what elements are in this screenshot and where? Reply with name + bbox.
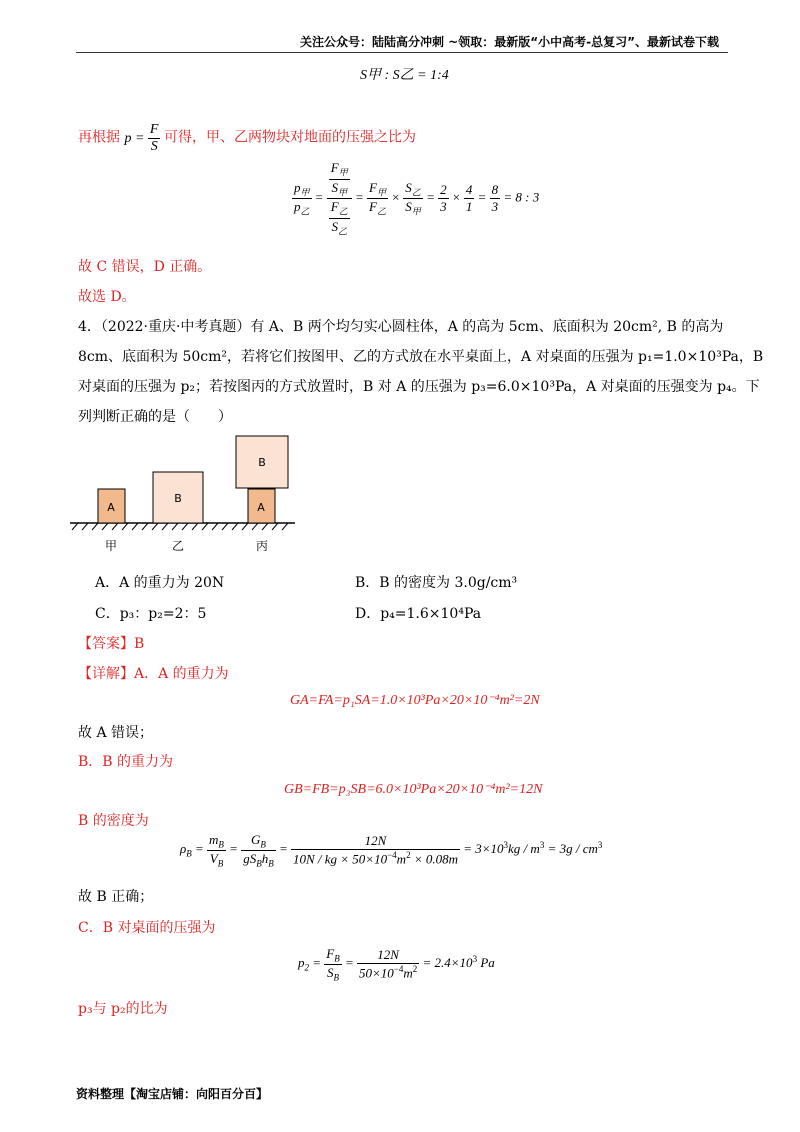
pressure-ratio-equation: $\frac{p_甲}{p_乙}$ = $\frac{\frac{F_甲}{S_甲}}{\frac{F_乙}{S_乙}}$ = $\frac{F_甲}{F_乙}$ × $\frac{S_乙}{S_甲}$ = $\frac{2}{3}$ × $\frac{4}{1}$ = $\frac{8}{3}$ = 8 : 3 <box>294 160 540 237</box>
a-wrong: 故 A 错误； <box>78 725 154 741</box>
block-a-jia-label: A <box>107 501 115 514</box>
block-b-bing-label: B <box>258 456 266 469</box>
block-b-yi-label: B <box>174 492 182 505</box>
header-rule <box>76 52 728 53</box>
question-line-4: 列判断正确的是（ ） <box>78 409 232 425</box>
b-density: B 的密度为 <box>78 813 149 829</box>
p2-equation: $p_2$ = $\frac{F_B}{S_B}$ = $\frac{12N}{50\times 10^{-4}m^2}$ = $2.4\times 10^3$ Pa <box>298 946 495 983</box>
pressure-intro-prefix: 再根据 <box>78 129 120 146</box>
question-line-1: 4．（2022·重庆·中考真题）有 A、B 两个均匀实心圆柱体，A 的高为 5cm、底面积为 20cm², B 的高为 <box>78 319 724 335</box>
area-ratio-equation: S甲 : S乙 = 1:4 <box>360 68 449 83</box>
page-footer: 资料整理【淘宝店铺：向阳百分百】 <box>76 1087 269 1101</box>
option-a: A．A 的重力为 20N <box>95 575 225 591</box>
label-bing: 丙 <box>255 539 269 553</box>
label-yi: 乙 <box>171 539 185 553</box>
answer: 【答案】B <box>78 636 145 652</box>
b-right: 故 B 正确； <box>78 889 154 905</box>
p3-p2-ratio: p₃与 p₂的比为 <box>78 1001 168 1017</box>
option-c: C．p₃：p₂=2：5 <box>95 606 207 622</box>
pressure-formula: p = $\frac{F}{S}$ <box>124 122 159 154</box>
conclusion-choice-d: 故选 D。 <box>78 289 136 305</box>
cylinder-figure <box>70 432 300 557</box>
density-equation: $\rho_B$ = $\frac{m_B}{V_B}$ = $\frac{G_B}{gS_Bh_B}$ = $\frac{12N}{10N / kg \times 50\times 10^{-4}m^2 \times 0.08m}$ = $3\times 10^3kg / m^3 = 3g / cm^3$ <box>180 832 603 869</box>
ground-hatching <box>72 523 288 530</box>
block-a-bing-label: A <box>257 501 265 514</box>
c-pressure: C．B 对桌面的压强为 <box>78 920 216 936</box>
conclusion-c-d: 故 C 错误，D 正确。 <box>78 259 212 275</box>
equation-ga: GA=FA=p₁SA=1.0×10³Pa×20×10⁻⁴m²=2N <box>290 693 540 708</box>
label-jia: 甲 <box>104 539 118 553</box>
detail-a: 【详解】A．A 的重力为 <box>78 666 229 682</box>
option-d: D．p₄=1.6×10⁴Pa <box>355 606 482 622</box>
page-header: 关注公众号：陆陆高分冲刺 ~领取：最新版“小中高考-总复习”、最新试卷下载 <box>300 35 719 49</box>
question-line-2: 8cm、底面积为 50cm²，若将它们按图甲、乙的方式放在水平桌面上，A 对桌面的压强为 p₁=1.0×10³Pa，B <box>78 349 764 365</box>
b-weight: B．B 的重力为 <box>78 754 174 770</box>
equation-gb: GB=FB=p₃SB=6.0×10³Pa×20×10⁻⁴m²=12N <box>284 782 543 797</box>
option-b: B．B 的密度为 3.0g/cm³ <box>355 575 518 591</box>
pressure-intro <box>78 122 416 155</box>
question-line-3: 对桌面的压强为 p₂；若按图丙的方式放置时，B 对 A 的压强为 p₃=6.0×10³Pa，A 对桌面的压强变为 p₄。下 <box>78 379 760 395</box>
pressure-intro-suffix: 可得，甲、乙两物块对地面的压强之比为 <box>163 129 416 146</box>
